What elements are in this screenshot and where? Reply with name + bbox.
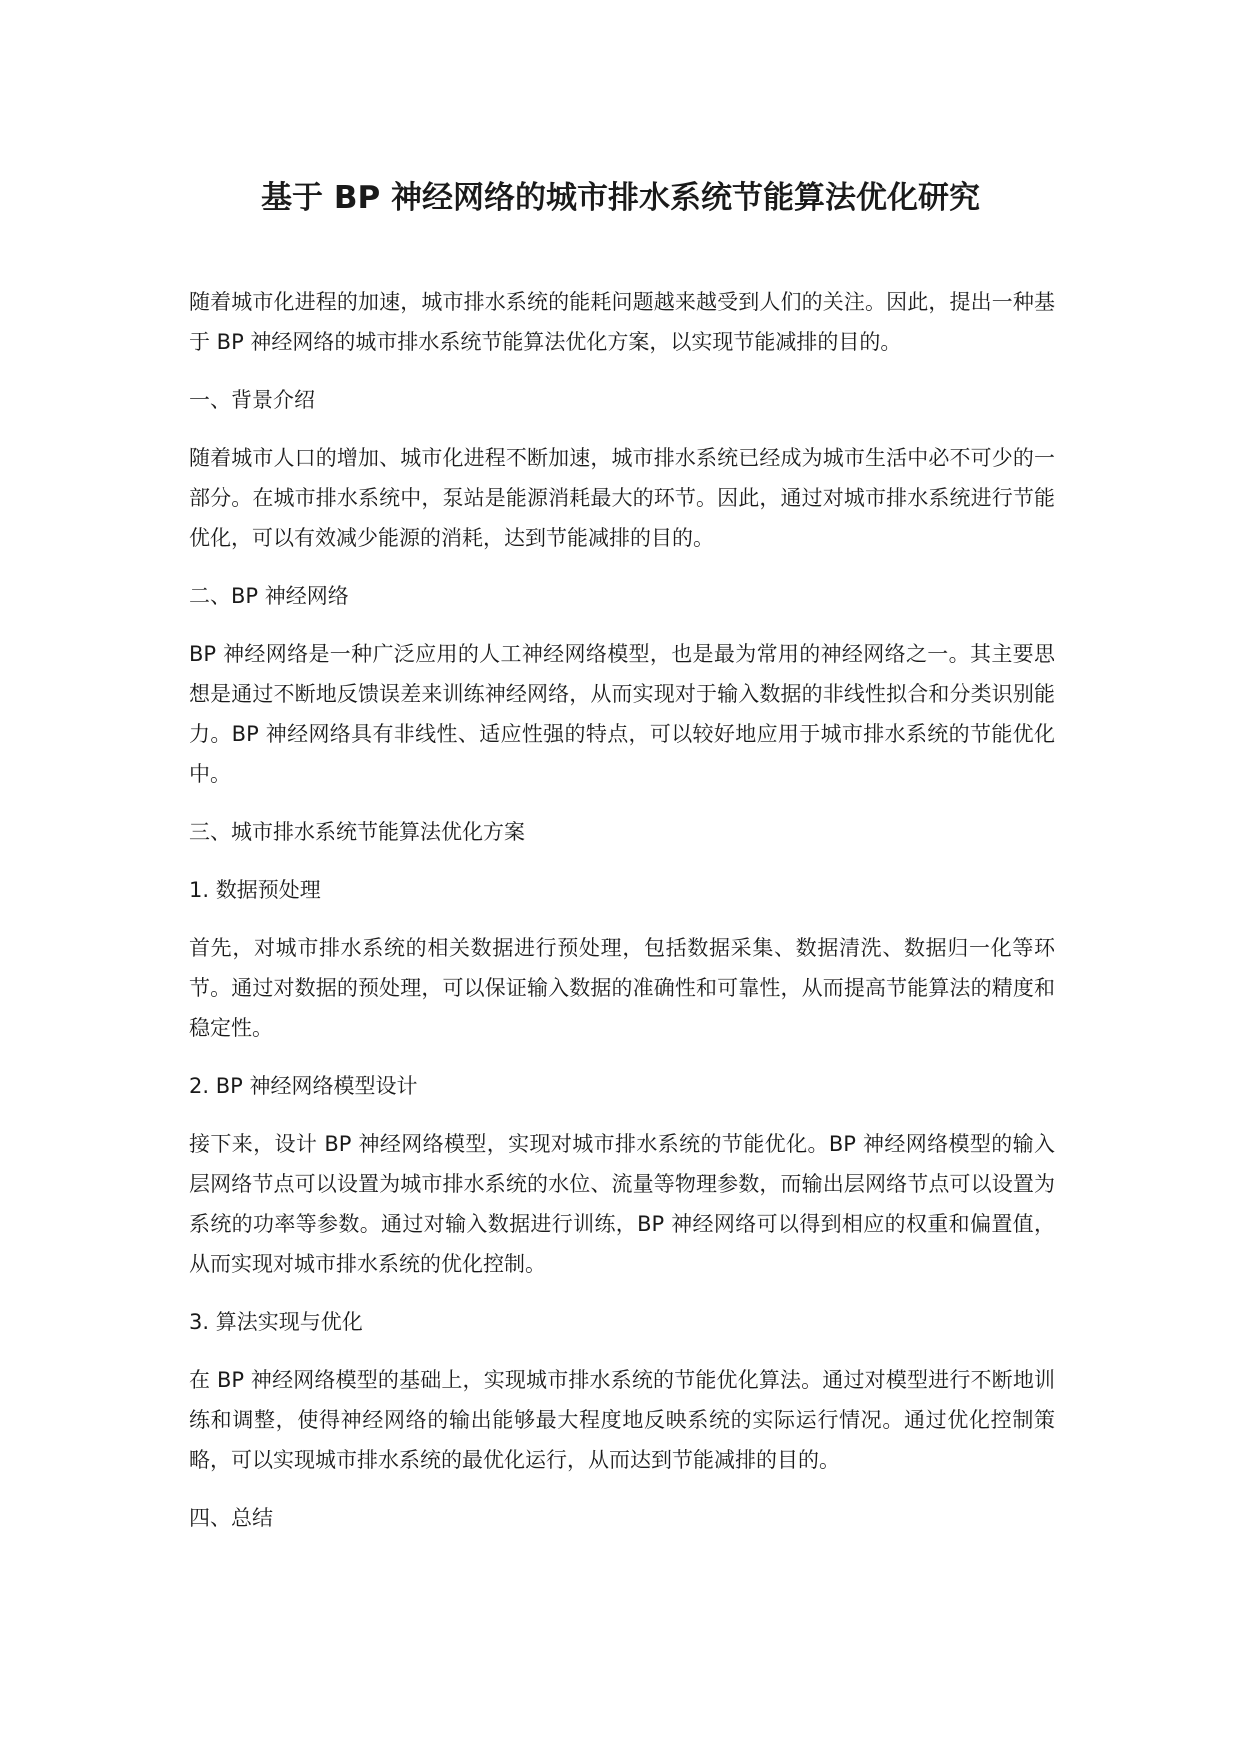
section-heading-bp-network: 二、BP 神经网络 [189, 584, 349, 608]
section-heading-summary: 四、总结 [189, 1506, 273, 1530]
paragraph-intro: 随着城市化进程的加速，城市排水系统的能耗问题越来越受到人们的关注。因此，提出一种基于 BP 神经网络的城市排水系统节能算法优化方案，以实现节能减排的目的。 [189, 290, 1055, 354]
paragraph-implementation: 在 BP 神经网络模型的基础上，实现城市排水系统的节能优化算法。通过对模型进行不断地训练和调整，使得神经网络的输出能够最大程度地反映系统的实际运行情况。通过优化控制策略，可以实现城市排水系统的最优化运行，从而达到节能减排的目的。 [189, 1368, 1055, 1472]
document-body [189, 282, 1055, 1556]
section-heading-background: 一、背景介绍 [189, 388, 315, 412]
subsection-heading-preprocessing: 1. 数据预处理 [189, 878, 321, 902]
paragraph-background: 随着城市人口的增加、城市化进程不断加速，城市排水系统已经成为城市生活中必不可少的一部分。在城市排水系统中，泵站是能源消耗最大的环节。因此，通过对城市排水系统进行节能优化，可以有效减少能源的消耗，达到节能减排的目的。 [189, 446, 1055, 550]
paragraph-preprocessing: 首先，对城市排水系统的相关数据进行预处理，包括数据采集、数据清洗、数据归一化等环节。通过对数据的预处理，可以保证输入数据的准确性和可靠性，从而提高节能算法的精度和稳定性。 [189, 936, 1055, 1040]
subsection-heading-model-design: 2. BP 神经网络模型设计 [189, 1074, 418, 1098]
subsection-heading-implementation: 3. 算法实现与优化 [189, 1310, 363, 1334]
paragraph-model-design: 接下来，设计 BP 神经网络模型，实现对城市排水系统的节能优化。BP 神经网络模型的输入层网络节点可以设置为城市排水系统的水位、流量等物理参数，而输出层网络节点可以设置为系统的功率等参数。通过对输入数据进行训练，BP 神经网络可以得到相应的权重和偏置值，从而实现对城市排水系统的优化控制。 [189, 1132, 1055, 1276]
paragraph-bp-network: BP 神经网络是一种广泛应用的人工神经网络模型，也是最为常用的神经网络之一。其主要思想是通过不断地反馈误差来训练神经网络，从而实现对于输入数据的非线性拟合和分类识别能力。BP 神经网络具有非线性、适应性强的特点，可以较好地应用于城市排水系统的节能优化中。 [189, 642, 1055, 786]
section-heading-optimization-plan: 三、城市排水系统节能算法优化方案 [189, 820, 525, 844]
document-title: 基于 BP 神经网络的城市排水系统节能算法优化研究 [261, 180, 980, 216]
